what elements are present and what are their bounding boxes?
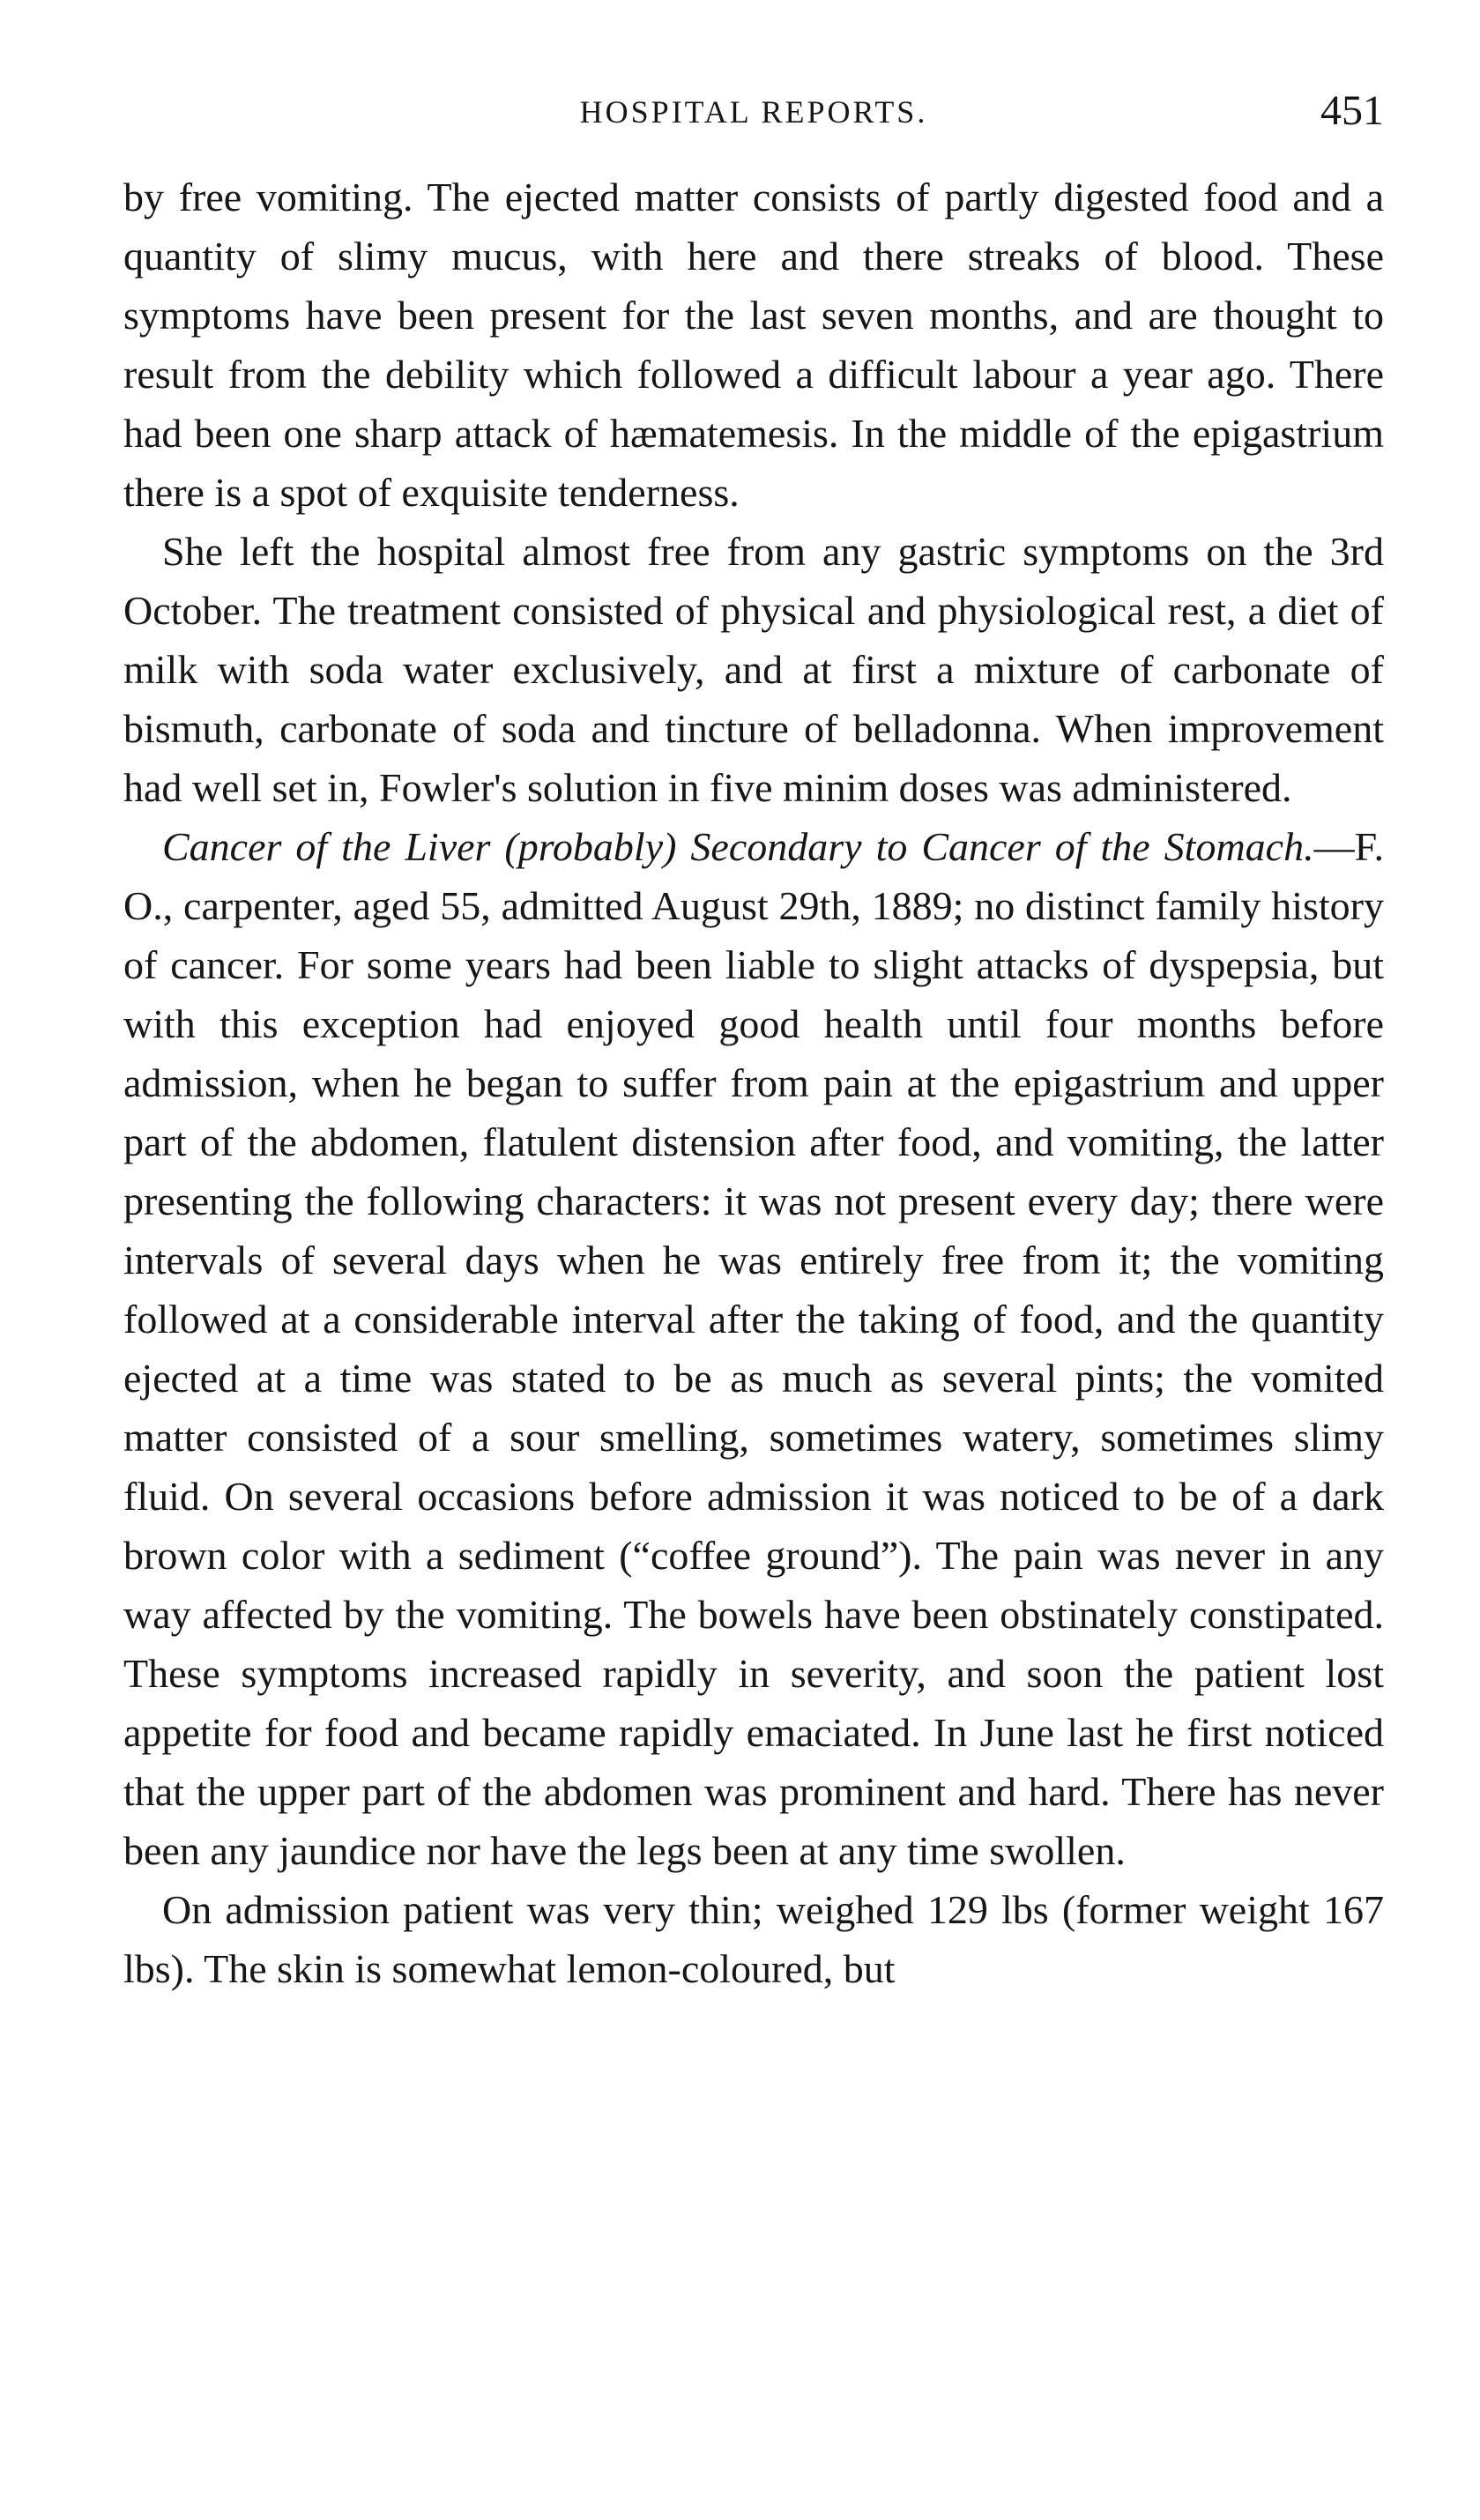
paragraph-case-report [123,817,1384,1880]
running-header [123,86,1384,139]
running-title: HOSPITAL REPORTS. [579,94,928,130]
paragraph-treatment: She left the hospital almost free from any gastric symptoms on the 3rd October. The treatment consisted of physical and physiological rest, a diet of milk with soda water exclusively, and at first a mixture of carbonate of bismuth, carbonate of soda and tincture of belladonna. When improvement had well set in, Fowler's solution in five minim doses was administered. [123,529,1384,810]
paragraph-admission: On admission patient was very thin; weighed 129 lbs (former weight 167 lbs). The skin is somewhat lemon-coloured, but [123,1887,1384,1991]
paragraph-continuation: by free vomiting. The ejected matter consists of partly digested food and a quantity of slimy mucus, with here and there streaks of blood. These symptoms have been present for the last seven months, and are thought to result from the debility which followed a difficult labour a year ago. There had been one sharp attack of hæmatemesis. In the middle of the epigastrium there is a spot of exquisite tenderness. [123,175,1384,515]
case-body: —F. O., carpenter, aged 55, admitted August 29th, 1889; no distinct family history of cancer. For some years had been liable to slight attacks of dyspepsia, but with this exception had enjoyed good health until four months before admission, when he began to suffer from pain at the epigastrium and upper part of the abdomen, flatulent distension after food, and vomiting, the latter presenting the following characters: it was not present every day; there were intervals of several days when he was entirely free from it; the vomiting followed at a considerable interval after the taking of food, and the quantity ejected at a time was stated to be as much as several pints; the vomited matter consisted of a sour smelling, sometimes watery, sometimes slimy fluid. On several occasions before admission it was noticed to be of a dark brown color with a sediment (“coffee ground”). The pain was never in any way affected by the vomiting. The bowels have been obstinately constipated. These symptoms increased rapidly in severity, and soon the patient lost appetite for food and became rapidly emaciated. In June last he first noticed that the upper part of the abdomen was prominent and hard. There has never been any jaundice nor have the legs been at any time swollen. [123,824,1384,1873]
body-text [123,167,1384,1998]
page-number: 451 [1320,87,1384,134]
case-heading: Cancer of the Liver (probably) Secondary to Cancer of the Stomach. [162,824,1314,869]
